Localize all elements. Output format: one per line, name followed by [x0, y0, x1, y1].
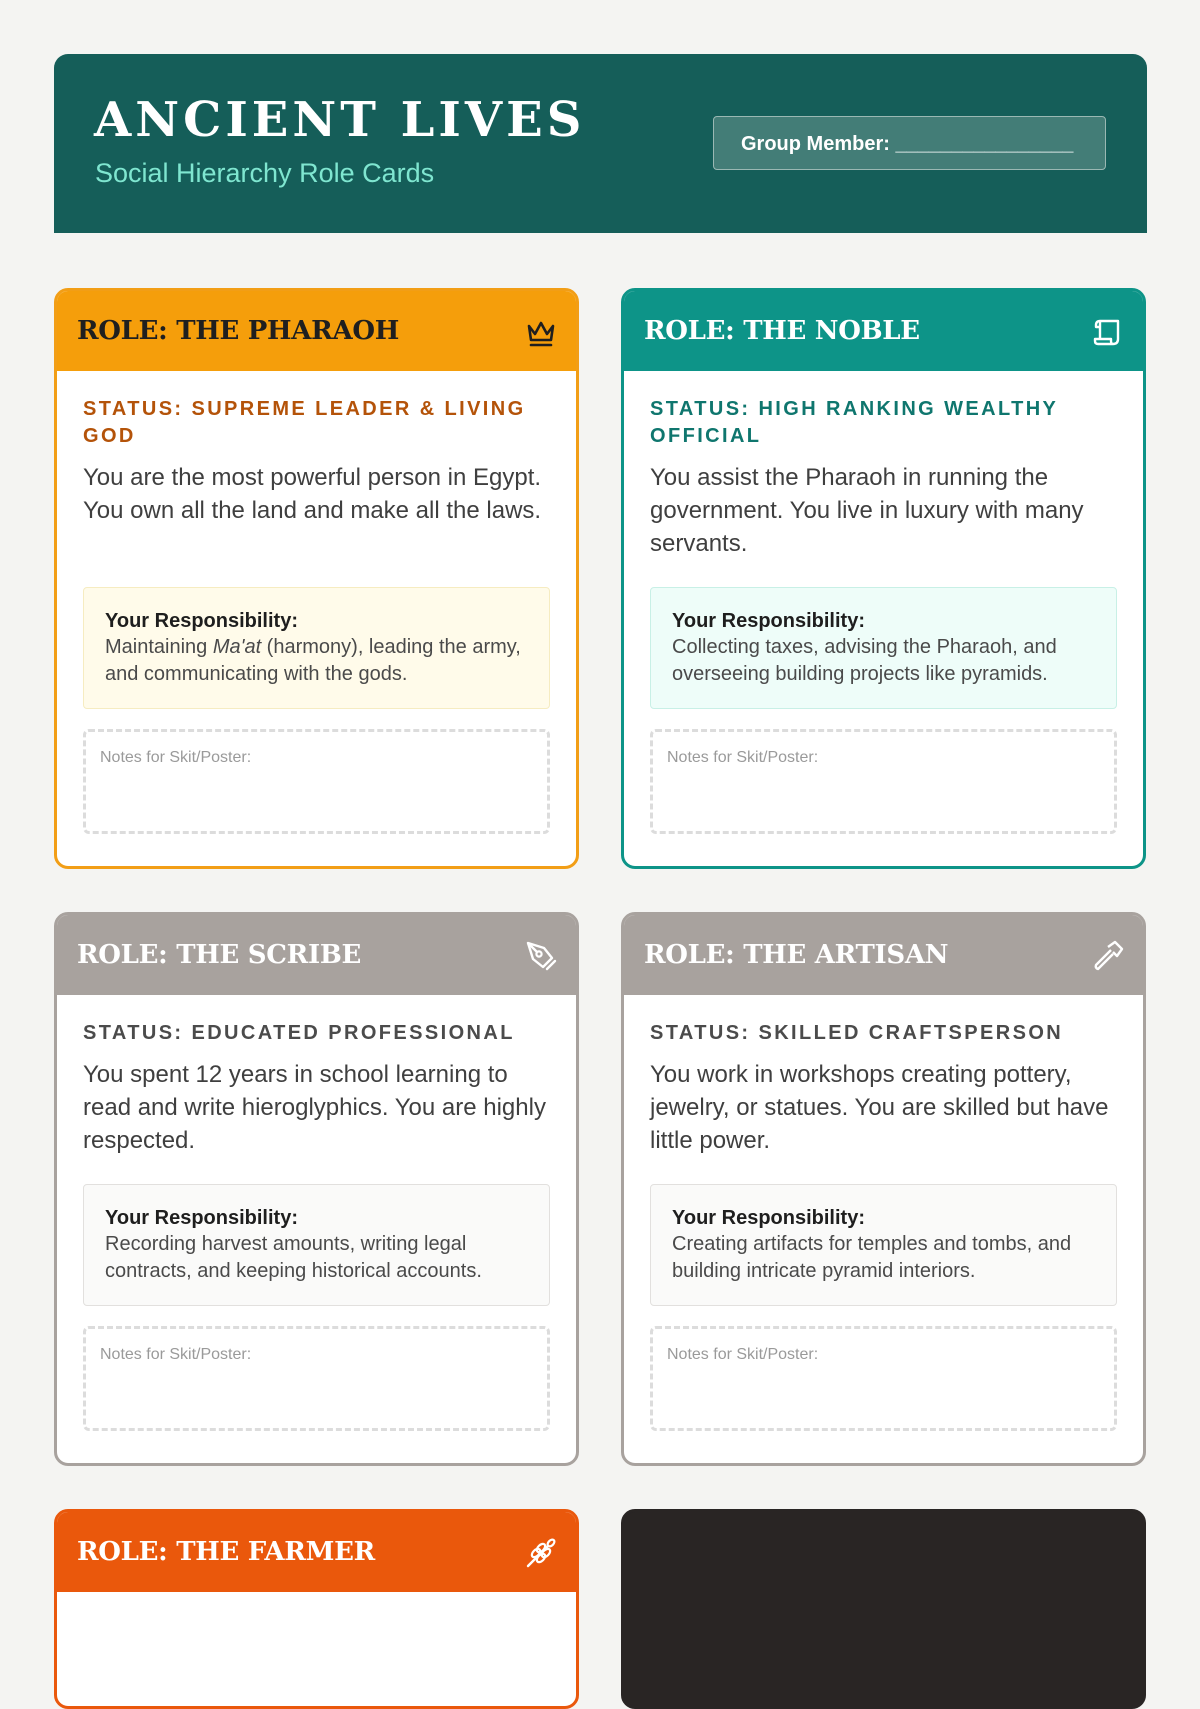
card-header: [57, 915, 576, 995]
card-header: [624, 291, 1143, 371]
scroll-icon: [1091, 315, 1125, 349]
role-description: You work in workshops creating pottery, jewelry, or statues. You are skilled but have little power.: [650, 1061, 1109, 1154]
role-description: You are the most powerful person in Egypt. You own all the land and make all the laws.: [83, 464, 542, 524]
crown-icon: [524, 315, 558, 349]
card-header: [57, 1512, 576, 1592]
responsibility-box: [83, 1184, 550, 1306]
card-title: ROLE: THE FARMER: [77, 1537, 375, 1567]
responsibility-label: Your Responsibility:: [672, 1207, 865, 1229]
page-header: [54, 54, 1147, 233]
responsibility-text: Creating artifacts for temples and tombs, and building intricate pyramid interiors.: [672, 1233, 1072, 1282]
status-line: STATUS: SUPREME LEADER & LIVING GOD: [83, 398, 526, 447]
page-title: ANCIENT LIVES: [94, 92, 586, 148]
hammer-icon: [1091, 939, 1125, 973]
responsibility-text: Recording harvest amounts, writing legal contracts, and keeping historical accounts.: [105, 1233, 482, 1282]
responsibility-box: [650, 587, 1117, 709]
card-header: [624, 1512, 1143, 1592]
responsibility-label: Your Responsibility:: [672, 610, 865, 632]
role-card-noble: [621, 288, 1146, 869]
card-body: [57, 371, 576, 843]
responsibility-label: Your Responsibility:: [105, 1207, 298, 1229]
role-card-scribe: [54, 912, 579, 1466]
card-body: [57, 995, 576, 1466]
responsibility-box: [83, 587, 550, 709]
card-body: [624, 995, 1143, 1466]
responsibility-label: Your Responsibility:: [105, 610, 298, 632]
card-header: [624, 915, 1143, 995]
role-card-artisan: [621, 912, 1146, 1466]
card-body: [624, 371, 1143, 843]
role-card-farmer: [54, 1509, 579, 1709]
role-description: You assist the Pharaoh in running the government. You live in luxury with many servants.: [650, 464, 1084, 557]
pen-nib-icon: [524, 939, 558, 973]
role-description: You spent 12 years in school learning to read and write hieroglyphics. You are highly respected.: [83, 1061, 546, 1154]
card-header: [57, 291, 576, 371]
role-card-dark: [621, 1509, 1146, 1709]
card-title: ROLE: THE NOBLE: [644, 316, 920, 346]
responsibility-text: Collecting taxes, advising the Pharaoh, and overseeing building projects like pyramids.: [672, 636, 1057, 685]
card-title: ROLE: THE PHARAOH: [77, 316, 399, 346]
page-subtitle: Social Hierarchy Role Cards: [95, 158, 435, 188]
role-card-pharaoh: [54, 288, 579, 869]
status-line: STATUS: SKILLED CRAFTSPERSON: [650, 1022, 1064, 1044]
responsibility-text: Maintaining Ma'at (harmony), leading the army, and communicating with the gods.: [105, 636, 521, 685]
card-title: ROLE: THE ARTISAN: [644, 940, 949, 970]
wheat-icon: [524, 1536, 558, 1570]
status-line: STATUS: HIGH RANKING WEALTHY OFFICIAL: [650, 398, 1058, 447]
responsibility-box: [650, 1184, 1117, 1306]
notes-box[interactable]: Notes for Skit/Poster:: [650, 729, 1117, 834]
notes-box[interactable]: Notes for Skit/Poster:: [83, 729, 550, 834]
card-title: ROLE: THE SCRIBE: [77, 940, 362, 970]
notes-box[interactable]: Notes for Skit/Poster:: [83, 1326, 550, 1431]
notes-box[interactable]: Notes for Skit/Poster:: [650, 1326, 1117, 1431]
group-member-field[interactable]: Group Member: ________________: [713, 116, 1106, 170]
status-line: STATUS: EDUCATED PROFESSIONAL: [83, 1022, 515, 1044]
